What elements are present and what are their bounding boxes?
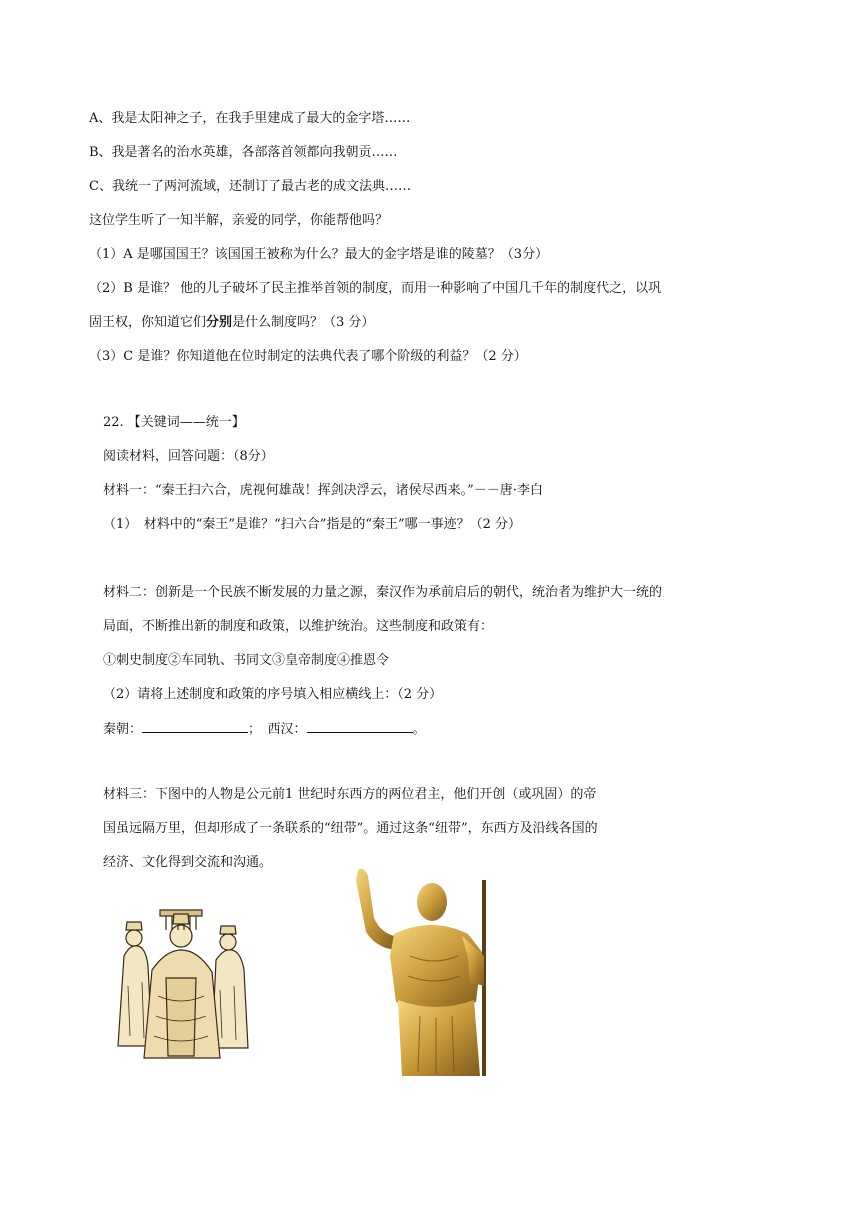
answer-line bbox=[103, 720, 426, 739]
prompt-line: 这位学生听了一知半解，亲爱的同学，你能帮他吗？ bbox=[89, 213, 389, 228]
qin-blank[interactable] bbox=[142, 720, 248, 733]
q22-part1: （1） 材料中的“秦王”是谁？“扫六合”指是的“秦王”哪一事迹？（2 分） bbox=[103, 517, 522, 532]
material3-line1: 材料三：下图中的人物是公元前1 世纪时东西方的两位君主，他们开创（或巩固）的帝 bbox=[103, 787, 597, 802]
line-a: A、我是太阳神之子，在我手里建成了最大的金字塔…… bbox=[89, 111, 411, 126]
material3-line3: 经济、文化得到交流和沟通。 bbox=[103, 855, 273, 870]
q21-part2-bold: 分别 bbox=[206, 315, 233, 330]
line-b: B、我是著名的治水英雄，各部落首领都向我朝贡…… bbox=[89, 145, 398, 160]
roman-emperor-statue-illustration bbox=[350, 866, 510, 1078]
material3-line2: 国虽远隔万里，但却形成了一条联系的“纽带”。通过这条“纽带”，东西方及沿线各国的 bbox=[103, 821, 598, 836]
material1: 材料一：“秦王扫六合，虎视何雄哉！挥剑决浮云，诸侯尽西来。”－－唐·李白 bbox=[103, 483, 543, 498]
q22-part2: （2）请将上述制度和政策的序号填入相应横线上：（2 分） bbox=[103, 687, 443, 702]
q21-part2-line1: （2）B 是谁？ 他的儿子破坏了民主推举首领的制度，而用一种影响了中国几千年的制度代之，以巩 bbox=[89, 281, 662, 296]
q21-part1: （1）A 是哪国国王？该国国王被称为什么？最大的金字塔是谁的陵墓？（3分） bbox=[89, 247, 549, 262]
material2-line1: 材料二：创新是一个民族不断发展的力量之源，秦汉作为承前启后的朝代，统治者为维护大一统的 bbox=[103, 585, 663, 600]
q21-part2-line2 bbox=[89, 314, 374, 332]
material2-options: ①刺史制度②车同轨、书同文③皇帝制度④推恩令 bbox=[103, 653, 390, 668]
material2-line2: 局面，不断推出新的制度和政策，以维护统治。这些制度和政策有： bbox=[103, 619, 494, 634]
q22-instruction: 阅读材料，回答问题：（8分） bbox=[103, 449, 274, 464]
end-mark: 。 bbox=[412, 722, 426, 737]
q21-part2-post: 是什么制度吗？（3 分） bbox=[232, 315, 375, 330]
q21-part2-pre: 固王权，你知道它们 bbox=[89, 315, 207, 330]
line-c: C、我统一了两河流域，还制订了最古老的成文法典…… bbox=[89, 179, 411, 194]
q22-heading: 22. 【关键词——统一】 bbox=[103, 415, 245, 430]
qin-label: 秦朝： bbox=[103, 722, 143, 737]
q21-part3: （3）C 是谁？你知道他在位时制定的法典代表了哪个阶级的利益？（2 分） bbox=[89, 349, 527, 364]
chinese-emperor-illustration bbox=[108, 886, 253, 1062]
xihan-label: ； 西汉： bbox=[248, 722, 307, 737]
xihan-blank[interactable] bbox=[307, 720, 413, 733]
